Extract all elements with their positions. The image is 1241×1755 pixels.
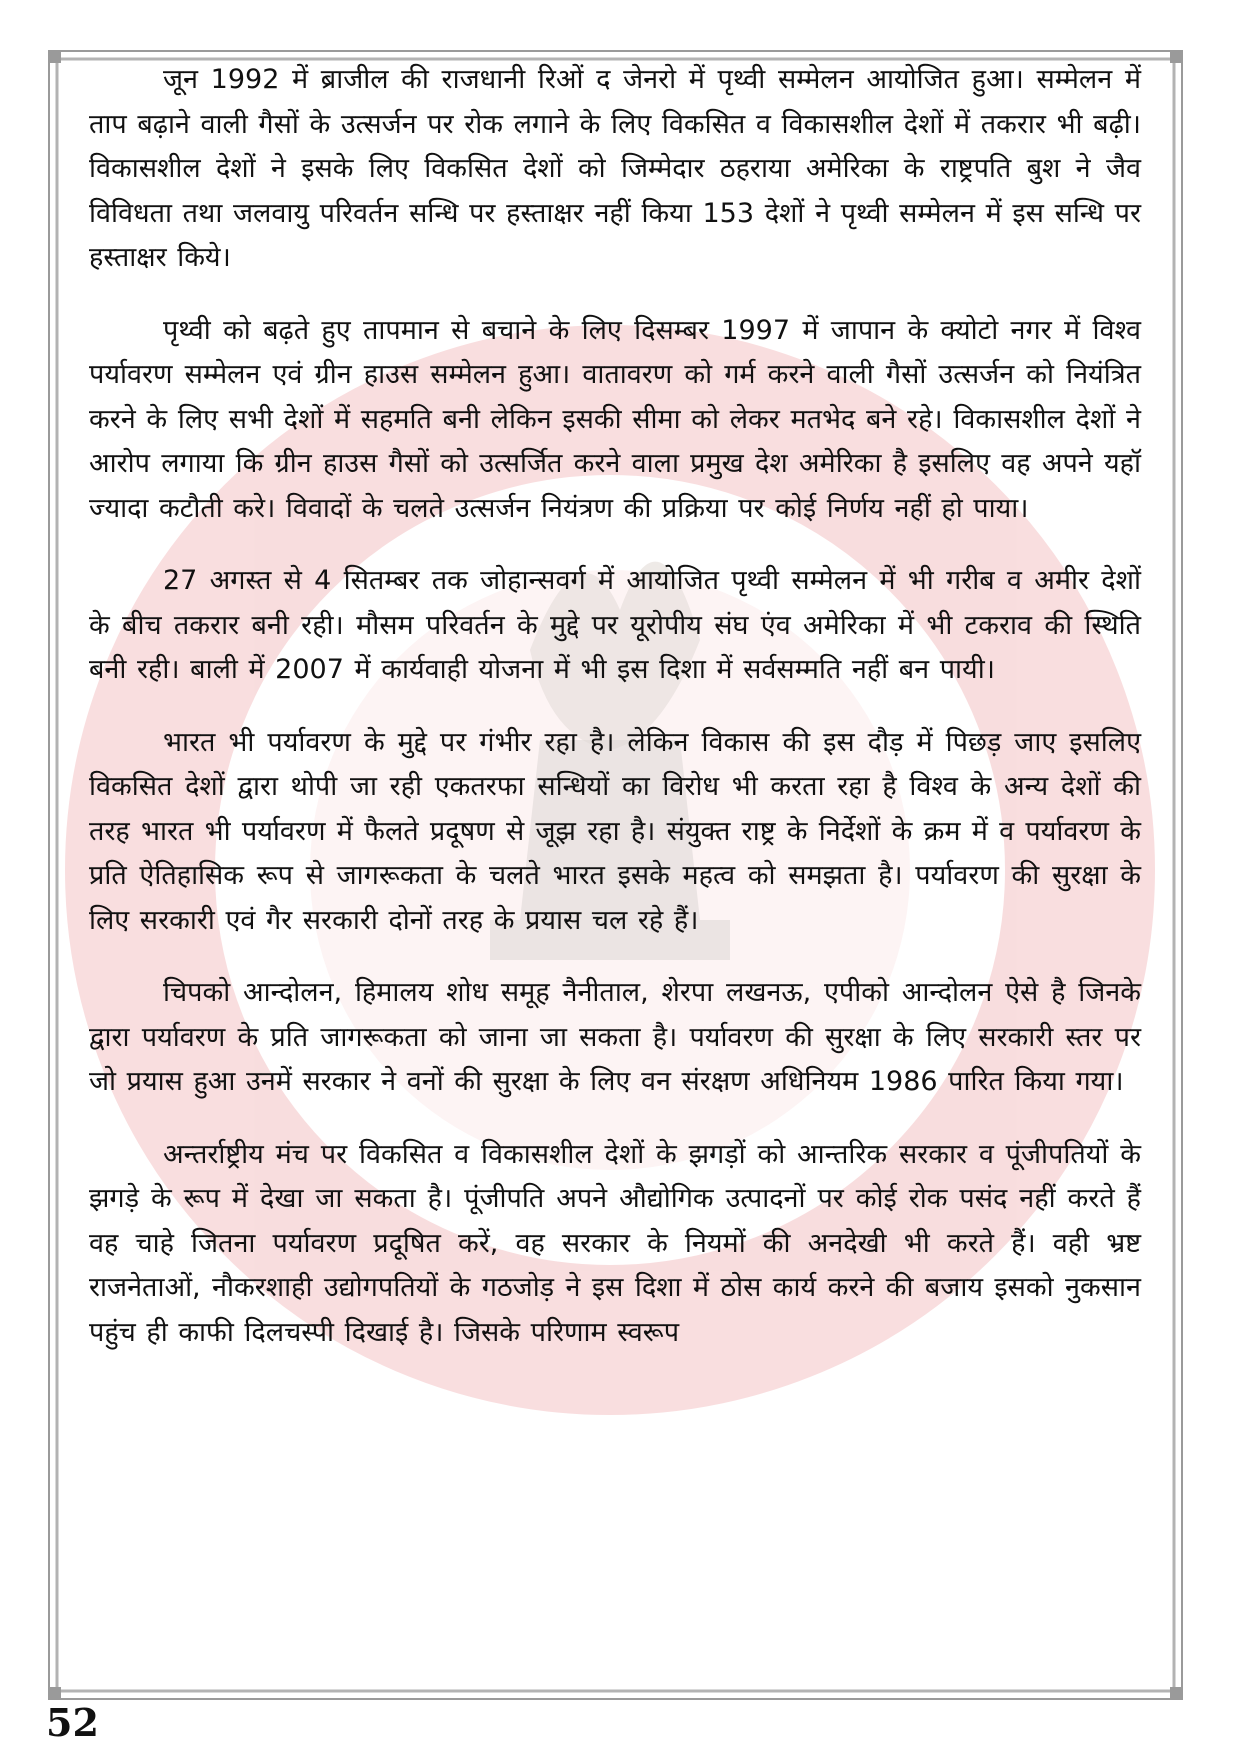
paragraph-johannesburg-summit: 27 अगस्त से 4 सितम्बर तक जोहान्सवर्ग में आयोजित पृथ्वी सम्मेलन में भी गरीब व अमीर देशों के बीच तकरार बनी रही। मौसम परिवर्तन के मुद्दे पर यूरोपीय संघ एंव अमेरिका में भी टकराव की स्थिति बनी रही। बाली में 2007 में कार्यवाही योजना में भी इस दिशा में सर्वसम्मति नहीं बन पायी।	[89, 565, 1141, 685]
paragraph-international-disputes: अन्तर्राष्ट्रीय मंच पर विकसित व विकासशील देशों के झगड़ों को आन्तरिक सरकार व पूंजीपतियों के झगड़े के रूप में देखा जा सकता है। पूंजीपति अपने औद्योगिक उत्पादनों पर कोई रोक पसंद नहीं करते हैं वह चाहे जितना पर्यावरण प्रदूषित करें, वह सरकार के नियमों की अनदेखी भी करते हैं। वही भ्रष्ट राजनेताओं, नौकरशाही उद्योगपतियों के गठजोड़ ने इस दिशा में ठोस कार्य करने की बजाय इसको नुकसान पहुंच ही काफी दिलचस्पी दिखाई है। जिसके परिणाम स्वरूप	[89, 1138, 1141, 1348]
paragraph-kyoto-1997: पृथ्वी को बढ़ते हुए तापमान से बचाने के लिए दिसम्बर 1997 में जापान के क्योटो नगर में विश्व पर्यावरण सम्मेलन एवं ग्रीन हाउस सम्मेलन हुआ। वातावरण को गर्म करने वाली गैसों उत्सर्जन को नियंत्रित करने के लिए सभी देशों में सहमति बनी लेकिन इसकी सीमा को लेकर मतभेद बने रहे। विकासशील देशों ने आरोप लगाया कि ग्रीन हाउस गैसों को उत्सर्जित करने वाला प्रमुख देश अमेरिका है इसलिए वह अपने यहॉ ज्यादा कटौती करे। विवादों के चलते उत्सर्जन नियंत्रण की प्रक्रिया पर कोई निर्णय नहीं हो पाया।	[89, 314, 1141, 524]
page-number: 52	[46, 1700, 99, 1745]
page-body	[89, 58, 1141, 1383]
paragraph-india-stance: भारत भी पर्यावरण के मुद्दे पर गंभीर रहा है। लेकिन विकास की इस दौड़ में पिछड़ जाए इसलिए विकसित देशों द्वारा थोपी जा रही एकतरफा सन्धियों का विरोध भी करता रहा है विश्व के अन्य देशों की तरह भारत भी पर्यावरण में फैलते प्रदूषण से जूझ रहा है। संयुक्त राष्ट्र के निर्देशों के क्रम में व पर्यावरण के प्रति ऐतिहासिक रूप से जागरूकता के चलते भारत इसके महत्व को समझता है। पर्यावरण की सुरक्षा के लिए सरकारी एवं गैर सरकारी दोनों तरह के प्रयास चल रहे हैं।	[89, 726, 1141, 936]
paragraph-movements: चिपको आन्दोलन, हिमालय शोध समूह नैनीताल, शेरपा लखनऊ, एपीको आन्दोलन ऐसे है जिनके द्वारा पर्यावरण के प्रति जागरूकता को जाना जा सकता है। पर्यावरण की सुरक्षा के लिए सरकारी स्तर पर जो प्रयास हुआ उनमें सरकार ने वनों की सुरक्षा के लिए वन संरक्षण अधिनियम 1986 पारित किया गया।	[89, 977, 1141, 1097]
paragraph-earth-summit-1992: जून 1992 में ब्राजील की राजधानी रिओं द जेनरो में पृथ्वी सम्मेलन आयोजित हुआ। सम्मेलन में ताप बढ़ाने वाली गैसों के उत्सर्जन पर रोक लगाने के लिए विकसित व विकासशील देशों में तकरार भी बढ़ी। विकासशील देशों ने इसके लिए विकसित देशों को जिम्मेदार ठहराया अमेरिका के राष्ट्रपति बुश ने जैव विविधता तथा जलवायु परिवर्तन सन्धि पर हस्ताक्षर नहीं किया 153 देशों ने पृथ्वी सम्मेलन में इस सन्धि पर हस्ताक्षर किये।	[89, 64, 1141, 273]
